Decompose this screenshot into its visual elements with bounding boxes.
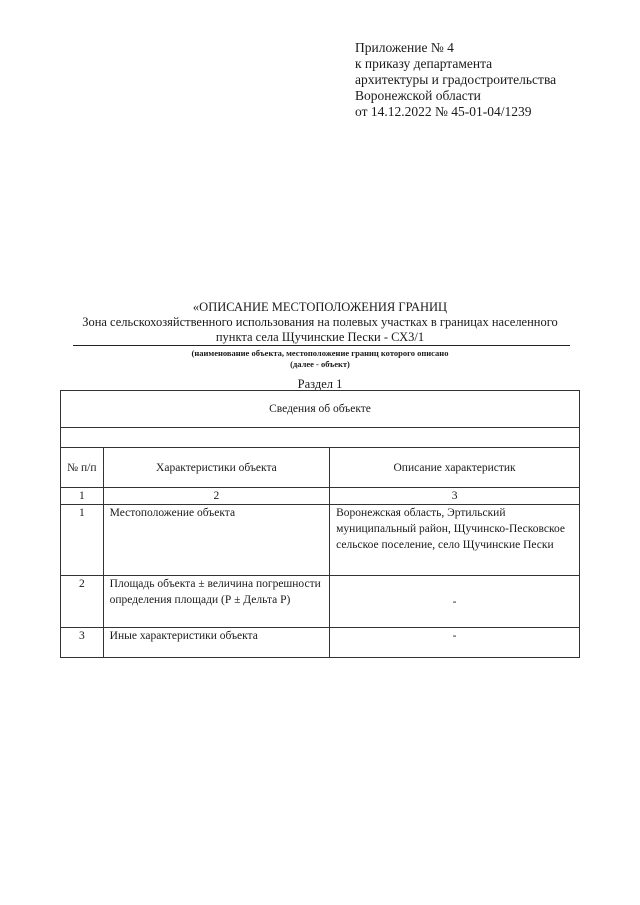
appendix-line: архитектуры и градостроительства [355, 72, 557, 87]
column-header-description: Описание характеристик [330, 448, 580, 488]
title-caption [60, 348, 580, 370]
appendix-line: от 14.12.2022 № 45-01-04/1239 [355, 104, 532, 119]
row-number: 1 [61, 505, 104, 576]
section-label: Раздел 1 [297, 377, 343, 391]
appendix-line: к приказу департамента [355, 56, 493, 71]
appendix-line: Воронежской области [355, 88, 481, 103]
row-number: 3 [61, 628, 104, 658]
row-description: Воронежская область, Эртильский муниципальный район, Щучинско-Песковское сельское поселение, село Щучинские Пески [330, 505, 580, 576]
column-index: 3 [330, 488, 580, 505]
title-underline [73, 345, 570, 346]
row-description: - [330, 576, 580, 628]
column-header-characteristics: Характеристики объекта [103, 448, 329, 488]
caption-line: (наименование объекта, местоположение границ которого описано [191, 348, 449, 358]
table-row [61, 505, 580, 576]
row-characteristic: Площадь объекта ± величина погрешности определения площади (Р ± Дельта Р) [103, 576, 329, 628]
column-index: 2 [103, 488, 329, 505]
table-heading: Сведения об объекте [61, 391, 580, 428]
table-row [61, 628, 580, 658]
appendix-line: Приложение № 4 [355, 40, 454, 55]
column-header-num: № п/п [61, 448, 104, 488]
row-characteristic: Местоположение объекта [103, 505, 329, 576]
column-index: 1 [61, 488, 104, 505]
caption-line: (далее - объект) [290, 359, 350, 369]
row-number: 2 [61, 576, 104, 628]
object-info-table [60, 390, 580, 658]
empty-row [61, 428, 580, 448]
row-description: - [330, 628, 580, 658]
object-name-line1: Зона сельскохозяйственного использования на полевых участках в границах населенного [82, 315, 558, 329]
object-name-line2: пункта села Щучинские Пески - СХ3/1 [215, 330, 425, 344]
appendix-header [355, 40, 556, 120]
row-characteristic: Иные характеристики объекта [103, 628, 329, 658]
title-main: «ОПИСАНИЕ МЕСТОПОЛОЖЕНИЯ ГРАНИЦ [192, 300, 448, 314]
document-title [60, 300, 580, 345]
table-row [61, 576, 580, 628]
